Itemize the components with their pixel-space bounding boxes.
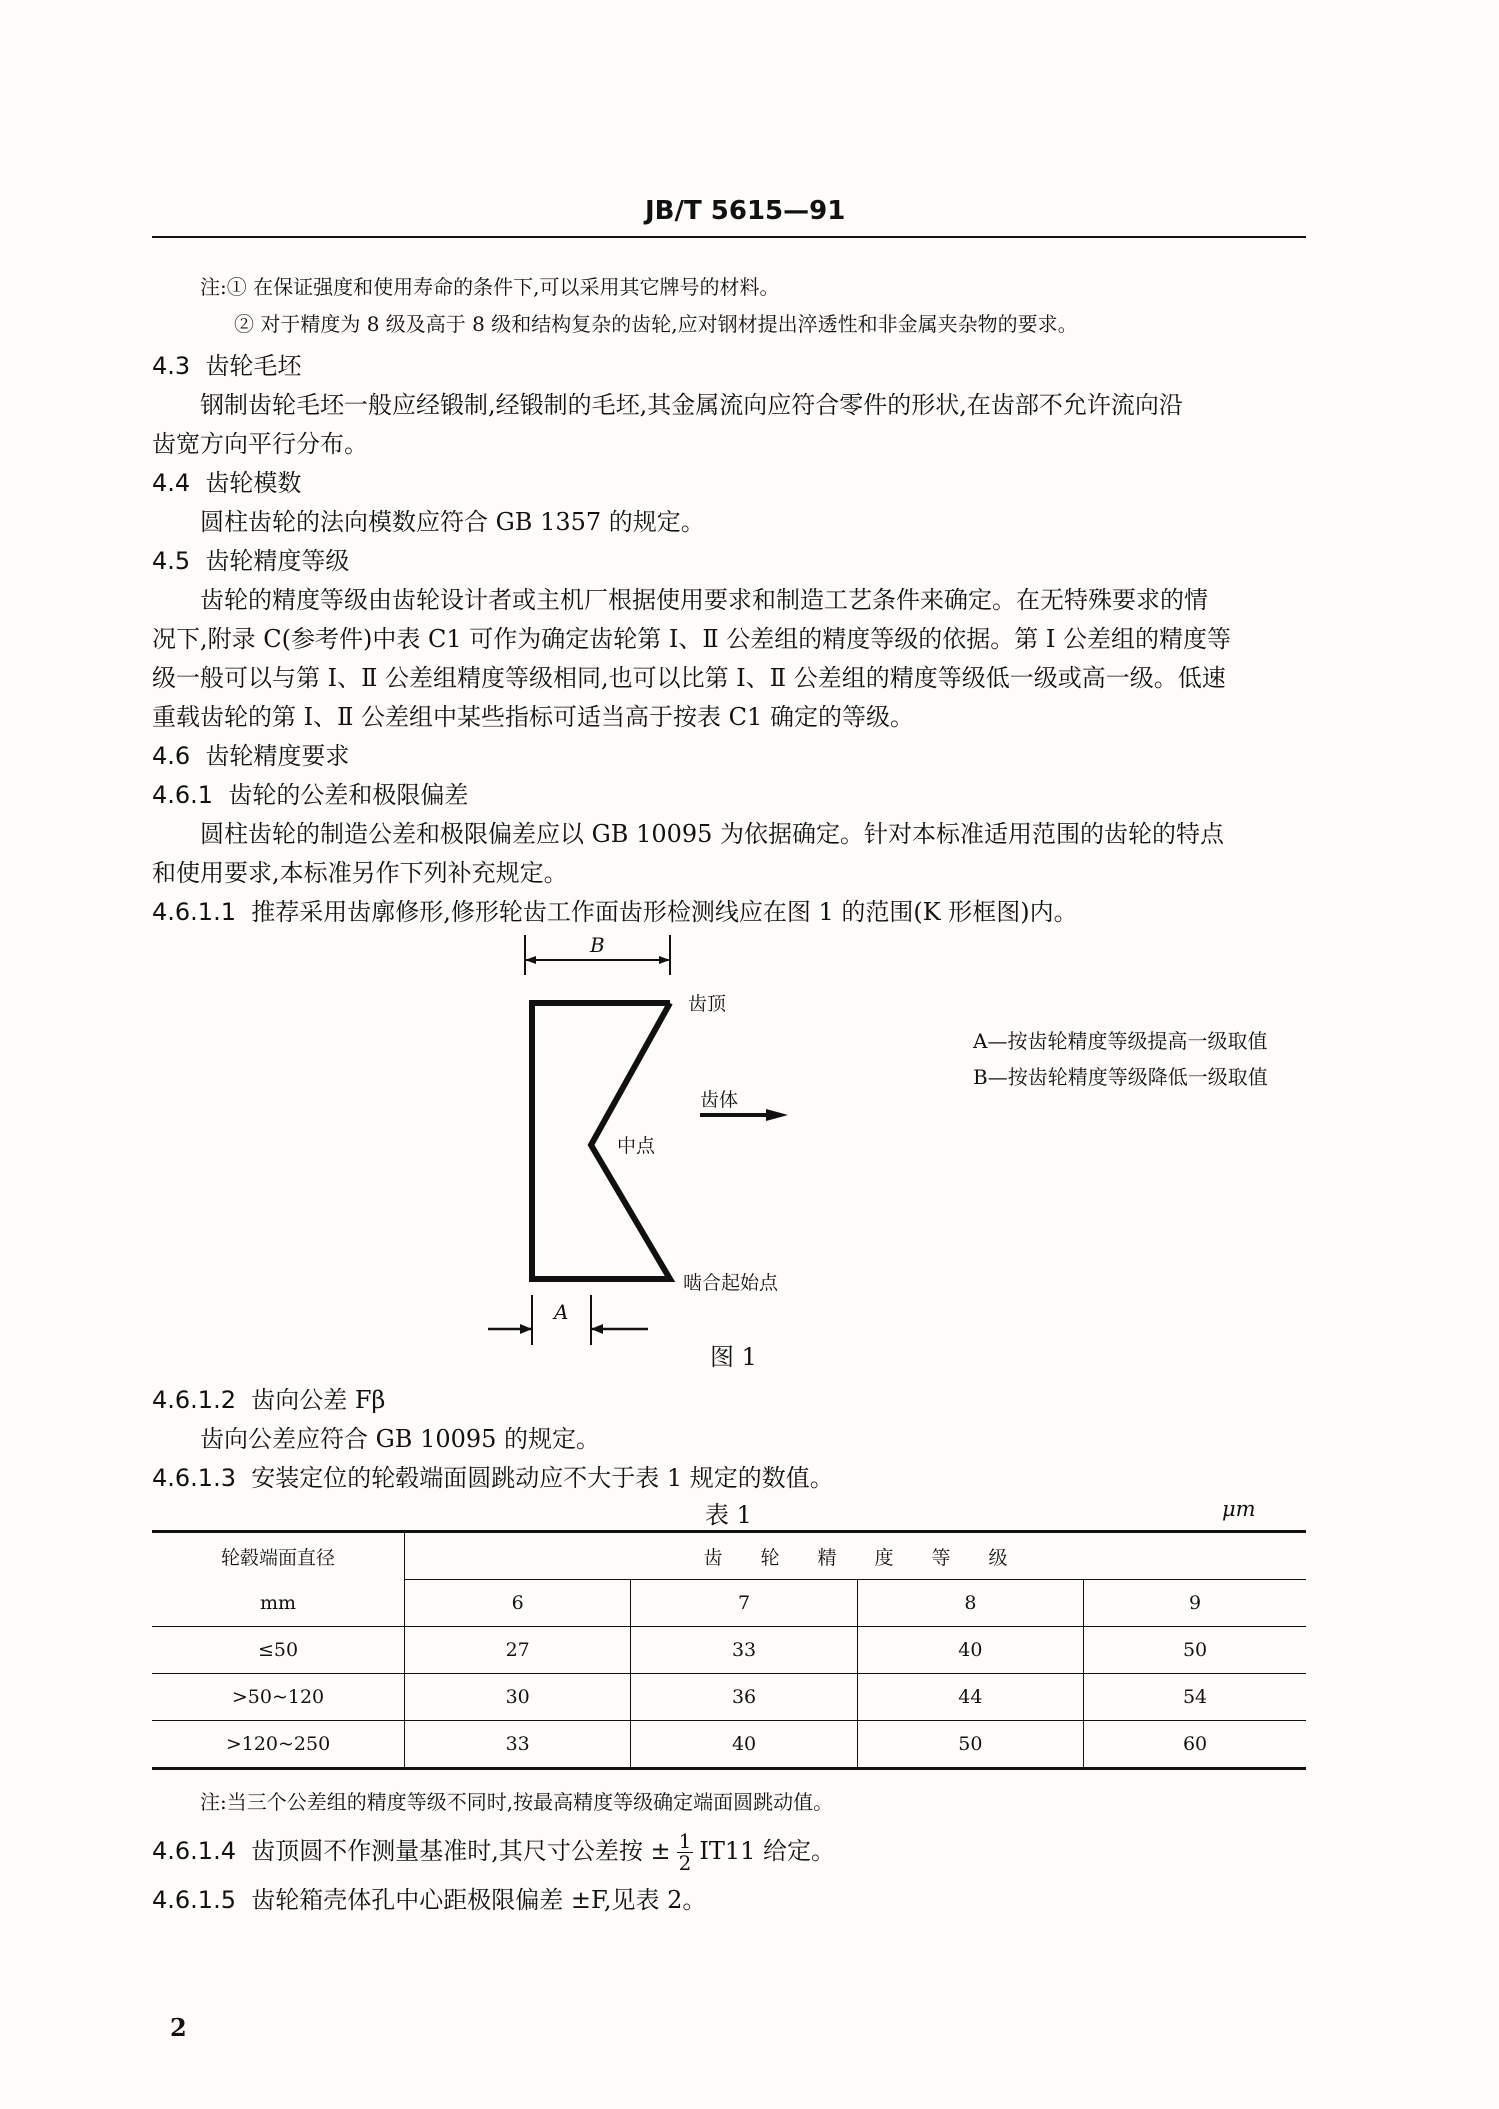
section-4-6-1-5: 4.6.1.5 齿轮箱壳体孔中心距极限偏差 ±F,见表 2。 bbox=[152, 1886, 707, 1914]
diameter-cell: ≤50 bbox=[152, 1627, 405, 1674]
section-title: 齿轮箱壳体孔中心距极限偏差 ±F bbox=[251, 1886, 604, 1914]
table-header-row bbox=[152, 1532, 1306, 1580]
paragraph: 圆柱齿轮的法向模数应符合 GB 1357 的规定。 bbox=[200, 508, 705, 536]
legend-a: A—按齿轮精度等级提高一级取值 bbox=[973, 1029, 1268, 1053]
section-number: 4.3 bbox=[152, 352, 191, 380]
paragraph: 钢制齿轮毛坯一般应经锻制,经锻制的毛坯,其金属流向应符合零件的形状,在齿部不允许流向沿 bbox=[200, 391, 1183, 419]
value-cell: 44 bbox=[857, 1674, 1083, 1721]
grade-cell: 8 bbox=[857, 1580, 1083, 1627]
label-mid-point: 中点 bbox=[617, 1135, 656, 1157]
section-number: 4.4 bbox=[152, 469, 191, 497]
fraction-one-half bbox=[677, 1831, 694, 1874]
table-row bbox=[152, 1721, 1306, 1769]
section-title: 推荐采用齿廓修形,修形轮齿工作面齿形检测线应在图 1 的范围(K 形框图)内。 bbox=[251, 898, 1078, 926]
value-cell: 50 bbox=[1084, 1627, 1306, 1674]
header-precision-grade: 齿 轮 精 度 等 级 bbox=[405, 1532, 1307, 1580]
section-4-6-1-4 bbox=[152, 1823, 835, 1879]
value-cell: 40 bbox=[631, 1721, 857, 1769]
table-title: 表 1 bbox=[705, 1501, 752, 1529]
doc-number: JB/T 5615—91 bbox=[645, 196, 846, 226]
value-cell: 50 bbox=[857, 1721, 1083, 1769]
section-number: 4.6.1.2 bbox=[152, 1386, 236, 1414]
value-cell: 40 bbox=[857, 1627, 1083, 1674]
section-number: 4.6.1.4 bbox=[152, 1837, 236, 1865]
section-number: 4.6.1.1 bbox=[152, 898, 236, 926]
value-cell: 33 bbox=[631, 1627, 857, 1674]
dim-label-b: B bbox=[590, 933, 605, 957]
value-cell: 33 bbox=[405, 1721, 631, 1769]
paragraph: 级一般可以与第 Ⅰ、Ⅱ 公差组精度等级相同,也可以比第 Ⅰ、Ⅱ 公差组的精度等级低一级或高一级。低速 bbox=[152, 664, 1226, 692]
label-mesh-start: 啮合起始点 bbox=[683, 1272, 779, 1294]
section-4-6-1 bbox=[152, 775, 468, 810]
value-cell: 60 bbox=[1084, 1721, 1306, 1769]
section-4-3 bbox=[152, 346, 301, 381]
section-title: 齿轮模数 bbox=[205, 469, 302, 497]
value-cell: 30 bbox=[405, 1674, 631, 1721]
table-row bbox=[152, 1674, 1306, 1721]
section-number: 4.6.1.5 bbox=[152, 1886, 236, 1914]
diameter-cell: >120~250 bbox=[152, 1721, 405, 1769]
value-cell: 36 bbox=[631, 1674, 857, 1721]
grade-cell: 7 bbox=[631, 1580, 857, 1627]
section-4-4 bbox=[152, 463, 301, 498]
note-1: 注:① 在保证强度和使用寿命的条件下,可以采用其它牌号的材料。 bbox=[200, 275, 780, 299]
grade-cell: 9 bbox=[1084, 1580, 1306, 1627]
figure-caption: 图 1 bbox=[710, 1343, 757, 1371]
paragraph: 和使用要求,本标准另作下列补充规定。 bbox=[152, 859, 568, 887]
paragraph: 齿轮的精度等级由齿轮设计者或主机厂根据使用要求和制造工艺条件来确定。在无特殊要求的情 bbox=[200, 586, 1208, 614]
section-4-6 bbox=[152, 736, 349, 771]
table-1 bbox=[152, 1530, 1306, 1770]
label-tooth-body: 齿体 bbox=[700, 1089, 739, 1111]
section-title: 齿轮精度要求 bbox=[205, 742, 350, 770]
section-title: 齿轮精度等级 bbox=[205, 547, 350, 575]
table-grade-row bbox=[152, 1580, 1306, 1627]
grade-cell: 6 bbox=[405, 1580, 631, 1627]
section-number: 4.5 bbox=[152, 547, 191, 575]
section-4-5 bbox=[152, 541, 349, 576]
section-title: 齿向公差 Fβ bbox=[251, 1386, 386, 1414]
legend-b: B—按齿轮精度等级降低一级取值 bbox=[973, 1065, 1268, 1089]
label-tooth-top: 齿顶 bbox=[688, 993, 727, 1015]
page-number: 2 bbox=[170, 2013, 187, 2042]
fraction-numerator: 1 bbox=[678, 1829, 692, 1853]
table-note: 注:当三个公差组的精度等级不同时,按最高精度等级确定端面圆跳动值。 bbox=[200, 1790, 834, 1814]
table-unit: μm bbox=[1222, 1497, 1256, 1521]
paragraph: 圆柱齿轮的制造公差和极限偏差应以 GB 10095 为依据确定。针对本标准适用范围的齿轮的特点 bbox=[200, 820, 1225, 848]
value-cell: 54 bbox=[1084, 1674, 1306, 1721]
header-diameter: 轮毂端面直径 bbox=[152, 1532, 405, 1580]
dim-label-a: A bbox=[554, 1300, 569, 1324]
section-text: IT11 给定。 bbox=[699, 1837, 835, 1865]
section-number: 4.6.1 bbox=[152, 781, 214, 809]
section-tail: 见表 2。 bbox=[611, 1886, 707, 1914]
section-number: 4.6 bbox=[152, 742, 191, 770]
section-text: 齿顶圆不作测量基准时,其尺寸公差按 ± bbox=[251, 1837, 671, 1865]
paragraph: 重载齿轮的第 Ⅰ、Ⅱ 公差组中某些指标可适当高于按表 C1 确定的等级。 bbox=[152, 703, 914, 731]
section-4-6-1-1 bbox=[152, 892, 1078, 927]
paragraph: 况下,附录 C(参考件)中表 C1 可作为确定齿轮第 Ⅰ、Ⅱ 公差组的精度等级的依据。第 Ⅰ 公差组的精度等 bbox=[152, 625, 1232, 653]
paragraph: 齿向公差应符合 GB 10095 的规定。 bbox=[200, 1425, 601, 1453]
fraction-denominator: 2 bbox=[678, 1851, 692, 1875]
section-title: 齿轮的公差和极限偏差 bbox=[228, 781, 469, 809]
section-title: 安装定位的轮毂端面圆跳动应不大于表 1 规定的数值。 bbox=[251, 1464, 834, 1492]
value-cell: 27 bbox=[405, 1627, 631, 1674]
header-mm: mm bbox=[152, 1580, 405, 1627]
note-2: ② 对于精度为 8 级及高于 8 级和结构复杂的齿轮,应对钢材提出淬透性和非金属夹杂物的要求。 bbox=[234, 312, 1078, 336]
section-title: 齿轮毛坯 bbox=[205, 352, 302, 380]
table-row bbox=[152, 1627, 1306, 1674]
figure-1-k-diagram bbox=[470, 925, 870, 1355]
section-4-6-1-3 bbox=[152, 1458, 834, 1493]
header-rule bbox=[152, 236, 1306, 238]
section-4-6-1-2 bbox=[152, 1380, 385, 1415]
diameter-cell: >50~120 bbox=[152, 1674, 405, 1721]
section-number: 4.6.1.3 bbox=[152, 1464, 236, 1492]
paragraph: 齿宽方向平行分布。 bbox=[152, 430, 368, 458]
